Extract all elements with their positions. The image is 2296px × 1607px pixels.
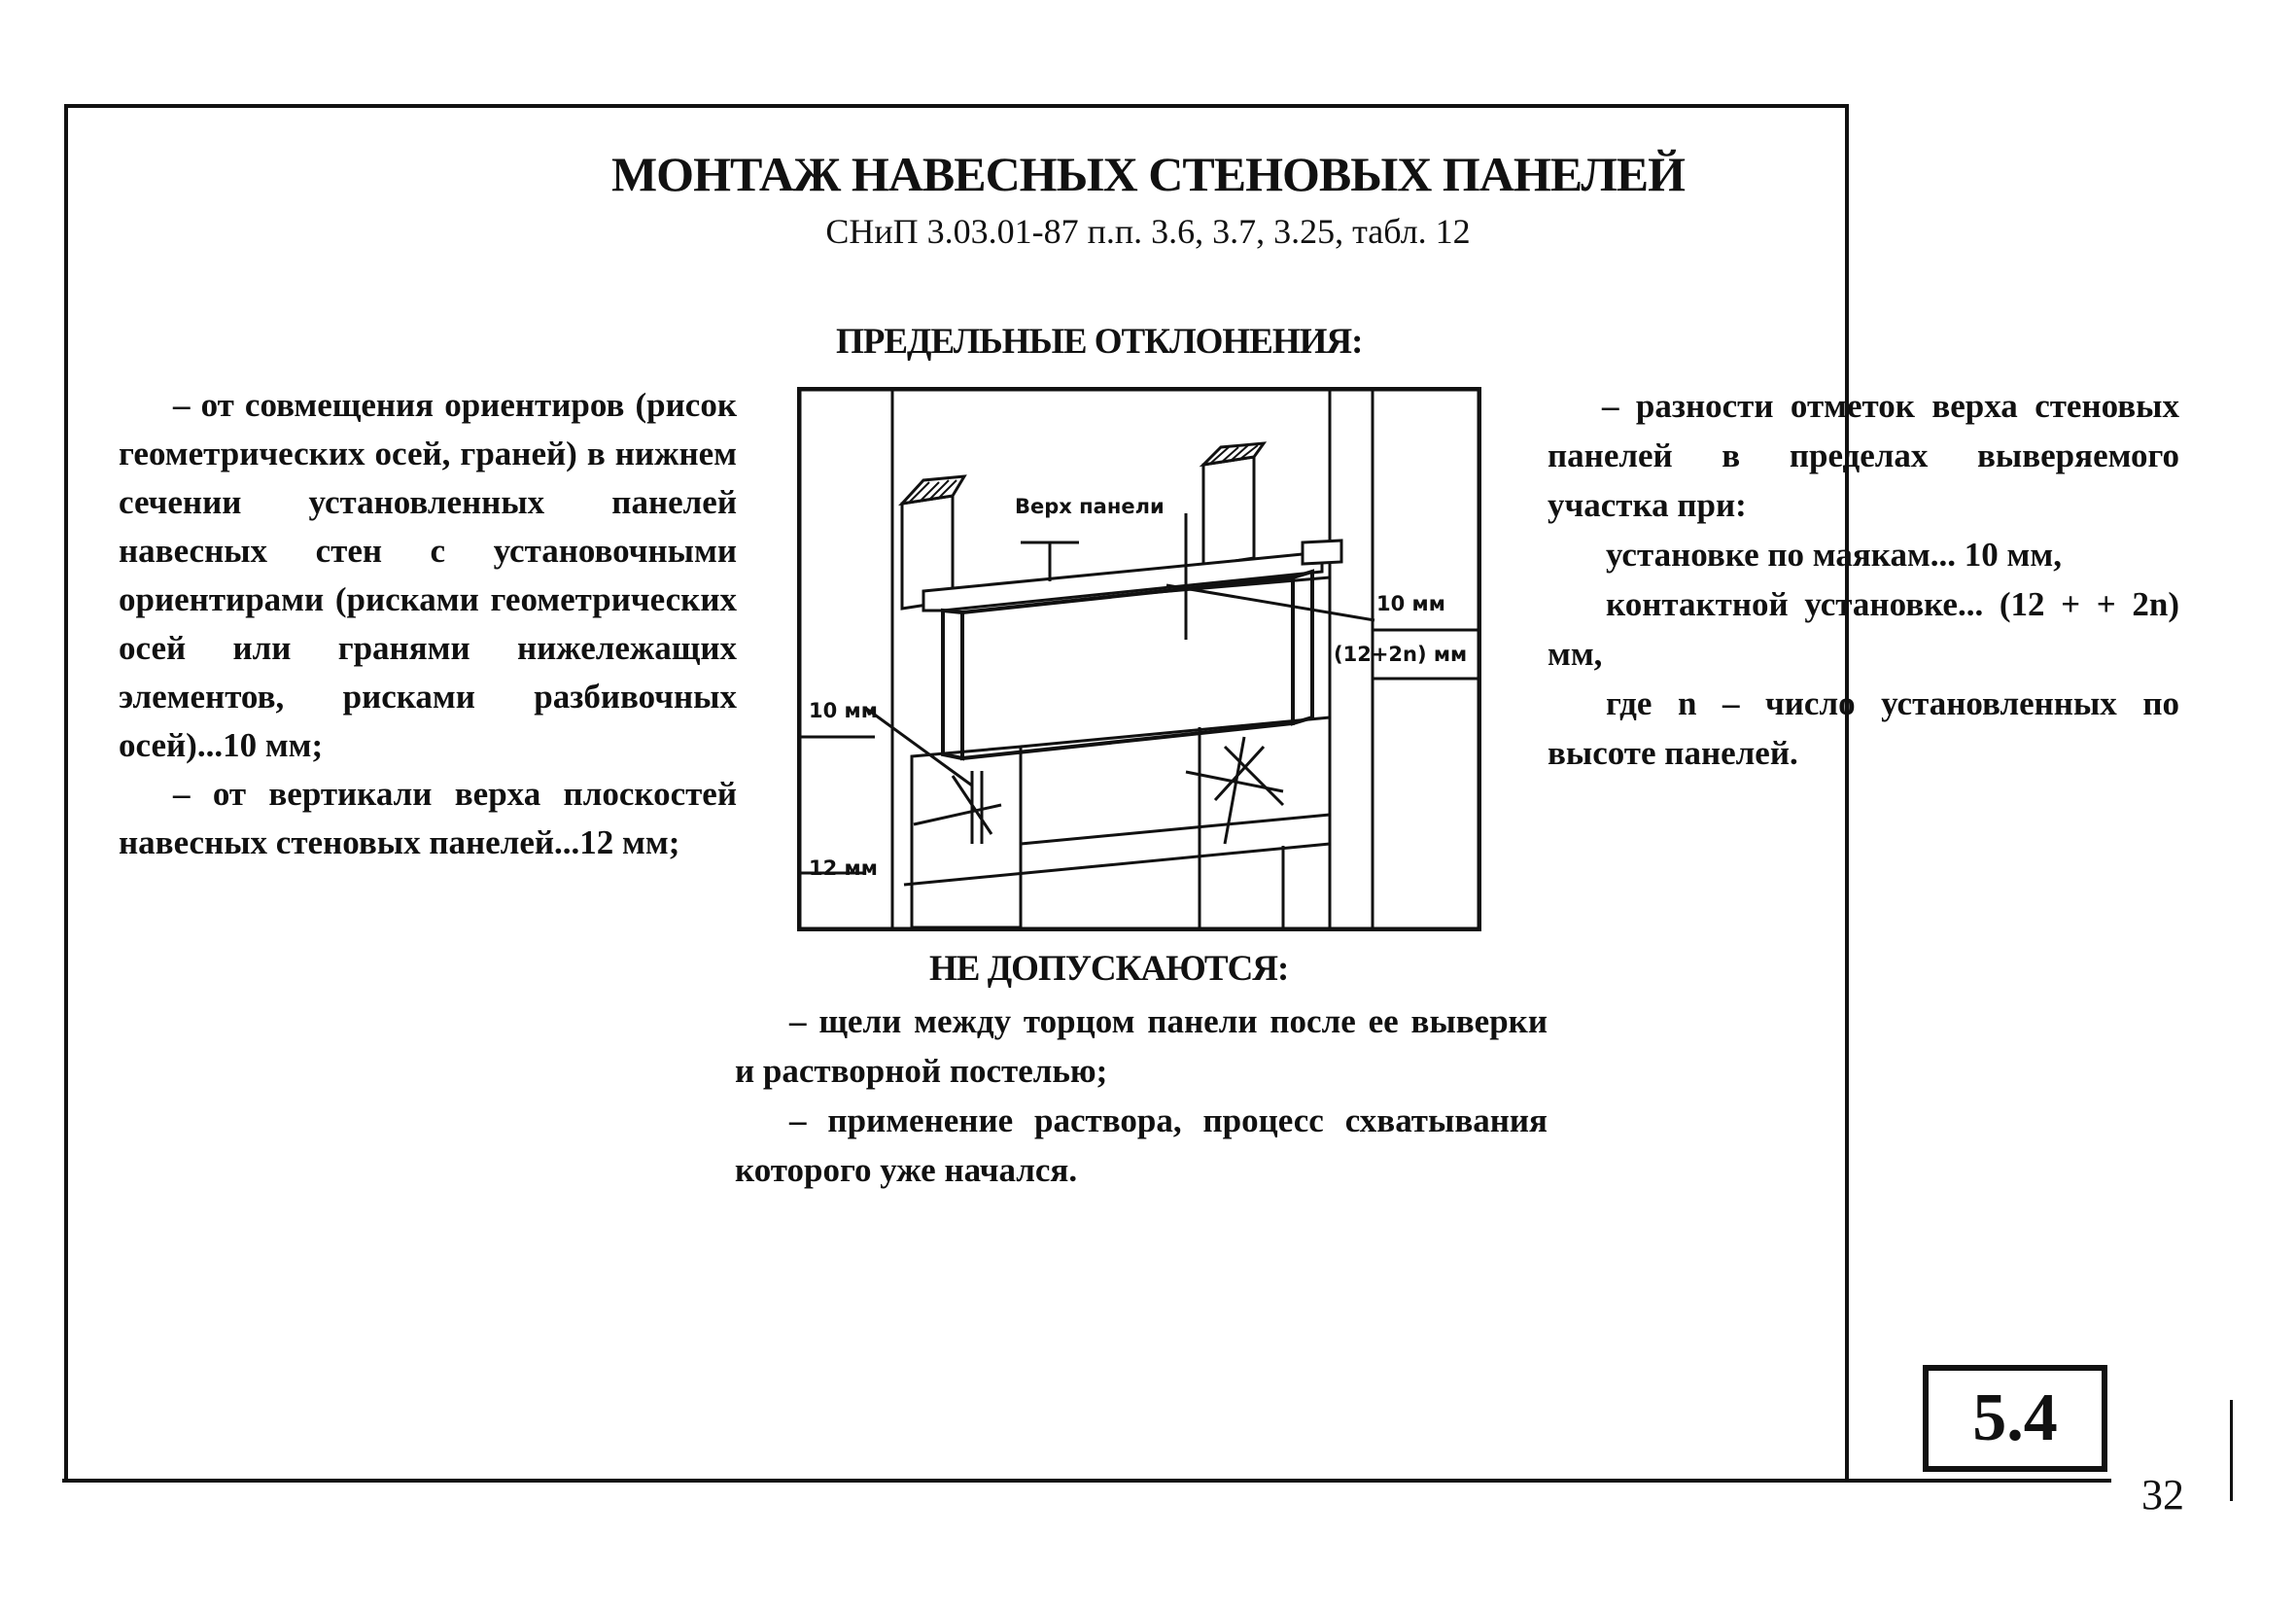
left-deviations-column	[119, 381, 737, 867]
not-allowed-list	[735, 996, 1548, 1195]
label-panel-top: Верх панели	[1015, 495, 1165, 518]
label-12mm-left: 12 мм	[809, 856, 878, 880]
deviations-heading: ПРЕДЕЛЬНЫЕ ОТКЛОНЕНИЯ:	[836, 322, 1363, 362]
right-deviations-column	[1548, 381, 2179, 778]
label-12-2n-mm: (12+2n) мм	[1334, 643, 1468, 666]
page-edge-tick	[2230, 1400, 2233, 1501]
not-allowed-heading: НЕ ДОПУСКАЮТСЯ:	[929, 949, 1289, 989]
panel-installation-figure	[797, 387, 1481, 931]
deviation-intro: – разности отметок верха стеновых панелей в пределах выверяемого участка при:	[1548, 387, 2179, 524]
label-10mm-left: 10 мм	[809, 699, 878, 722]
not-allowed-item: – щели между торцом панели после ее выверки и растворной постелью;	[735, 1002, 1548, 1090]
label-10mm-right: 10 мм	[1376, 592, 1445, 615]
deviation-subitem: где n – число установленных по высоте панелей.	[1548, 684, 2179, 772]
deviation-subitem: контактной установке... (12 + + 2n) мм,	[1548, 585, 2179, 673]
page-subtitle: СНиП 3.03.01-87 п.п. 3.6, 3.7, 3.25, табл. 12	[825, 212, 1471, 251]
deviation-item: – от вертикали верха плоскостей навесных стеновых панелей...12 мм;	[119, 775, 737, 861]
page-number: 32	[2141, 1471, 2184, 1519]
section-number-badge: 5.4	[1923, 1365, 2107, 1472]
deviation-subitem: установке по маякам... 10 мм,	[1606, 536, 2062, 574]
frame-bottom-rule	[62, 1479, 2111, 1483]
deviation-item: – от совмещения ориентиров (рисок геометрических осей, граней) в нижнем сечении установленных панелей навесных стен с установочными ориентирами (рисками геометрических осей или гранями нижележащих элементов, рисками разбивочных осей)...10 мм;	[119, 386, 737, 764]
not-allowed-item: – применение раствора, процесс схватывания которого уже начался.	[735, 1101, 1548, 1189]
page-title: МОНТАЖ НАВЕСНЫХ СТЕНОВЫХ ПАНЕЛЕЙ	[610, 147, 1685, 201]
